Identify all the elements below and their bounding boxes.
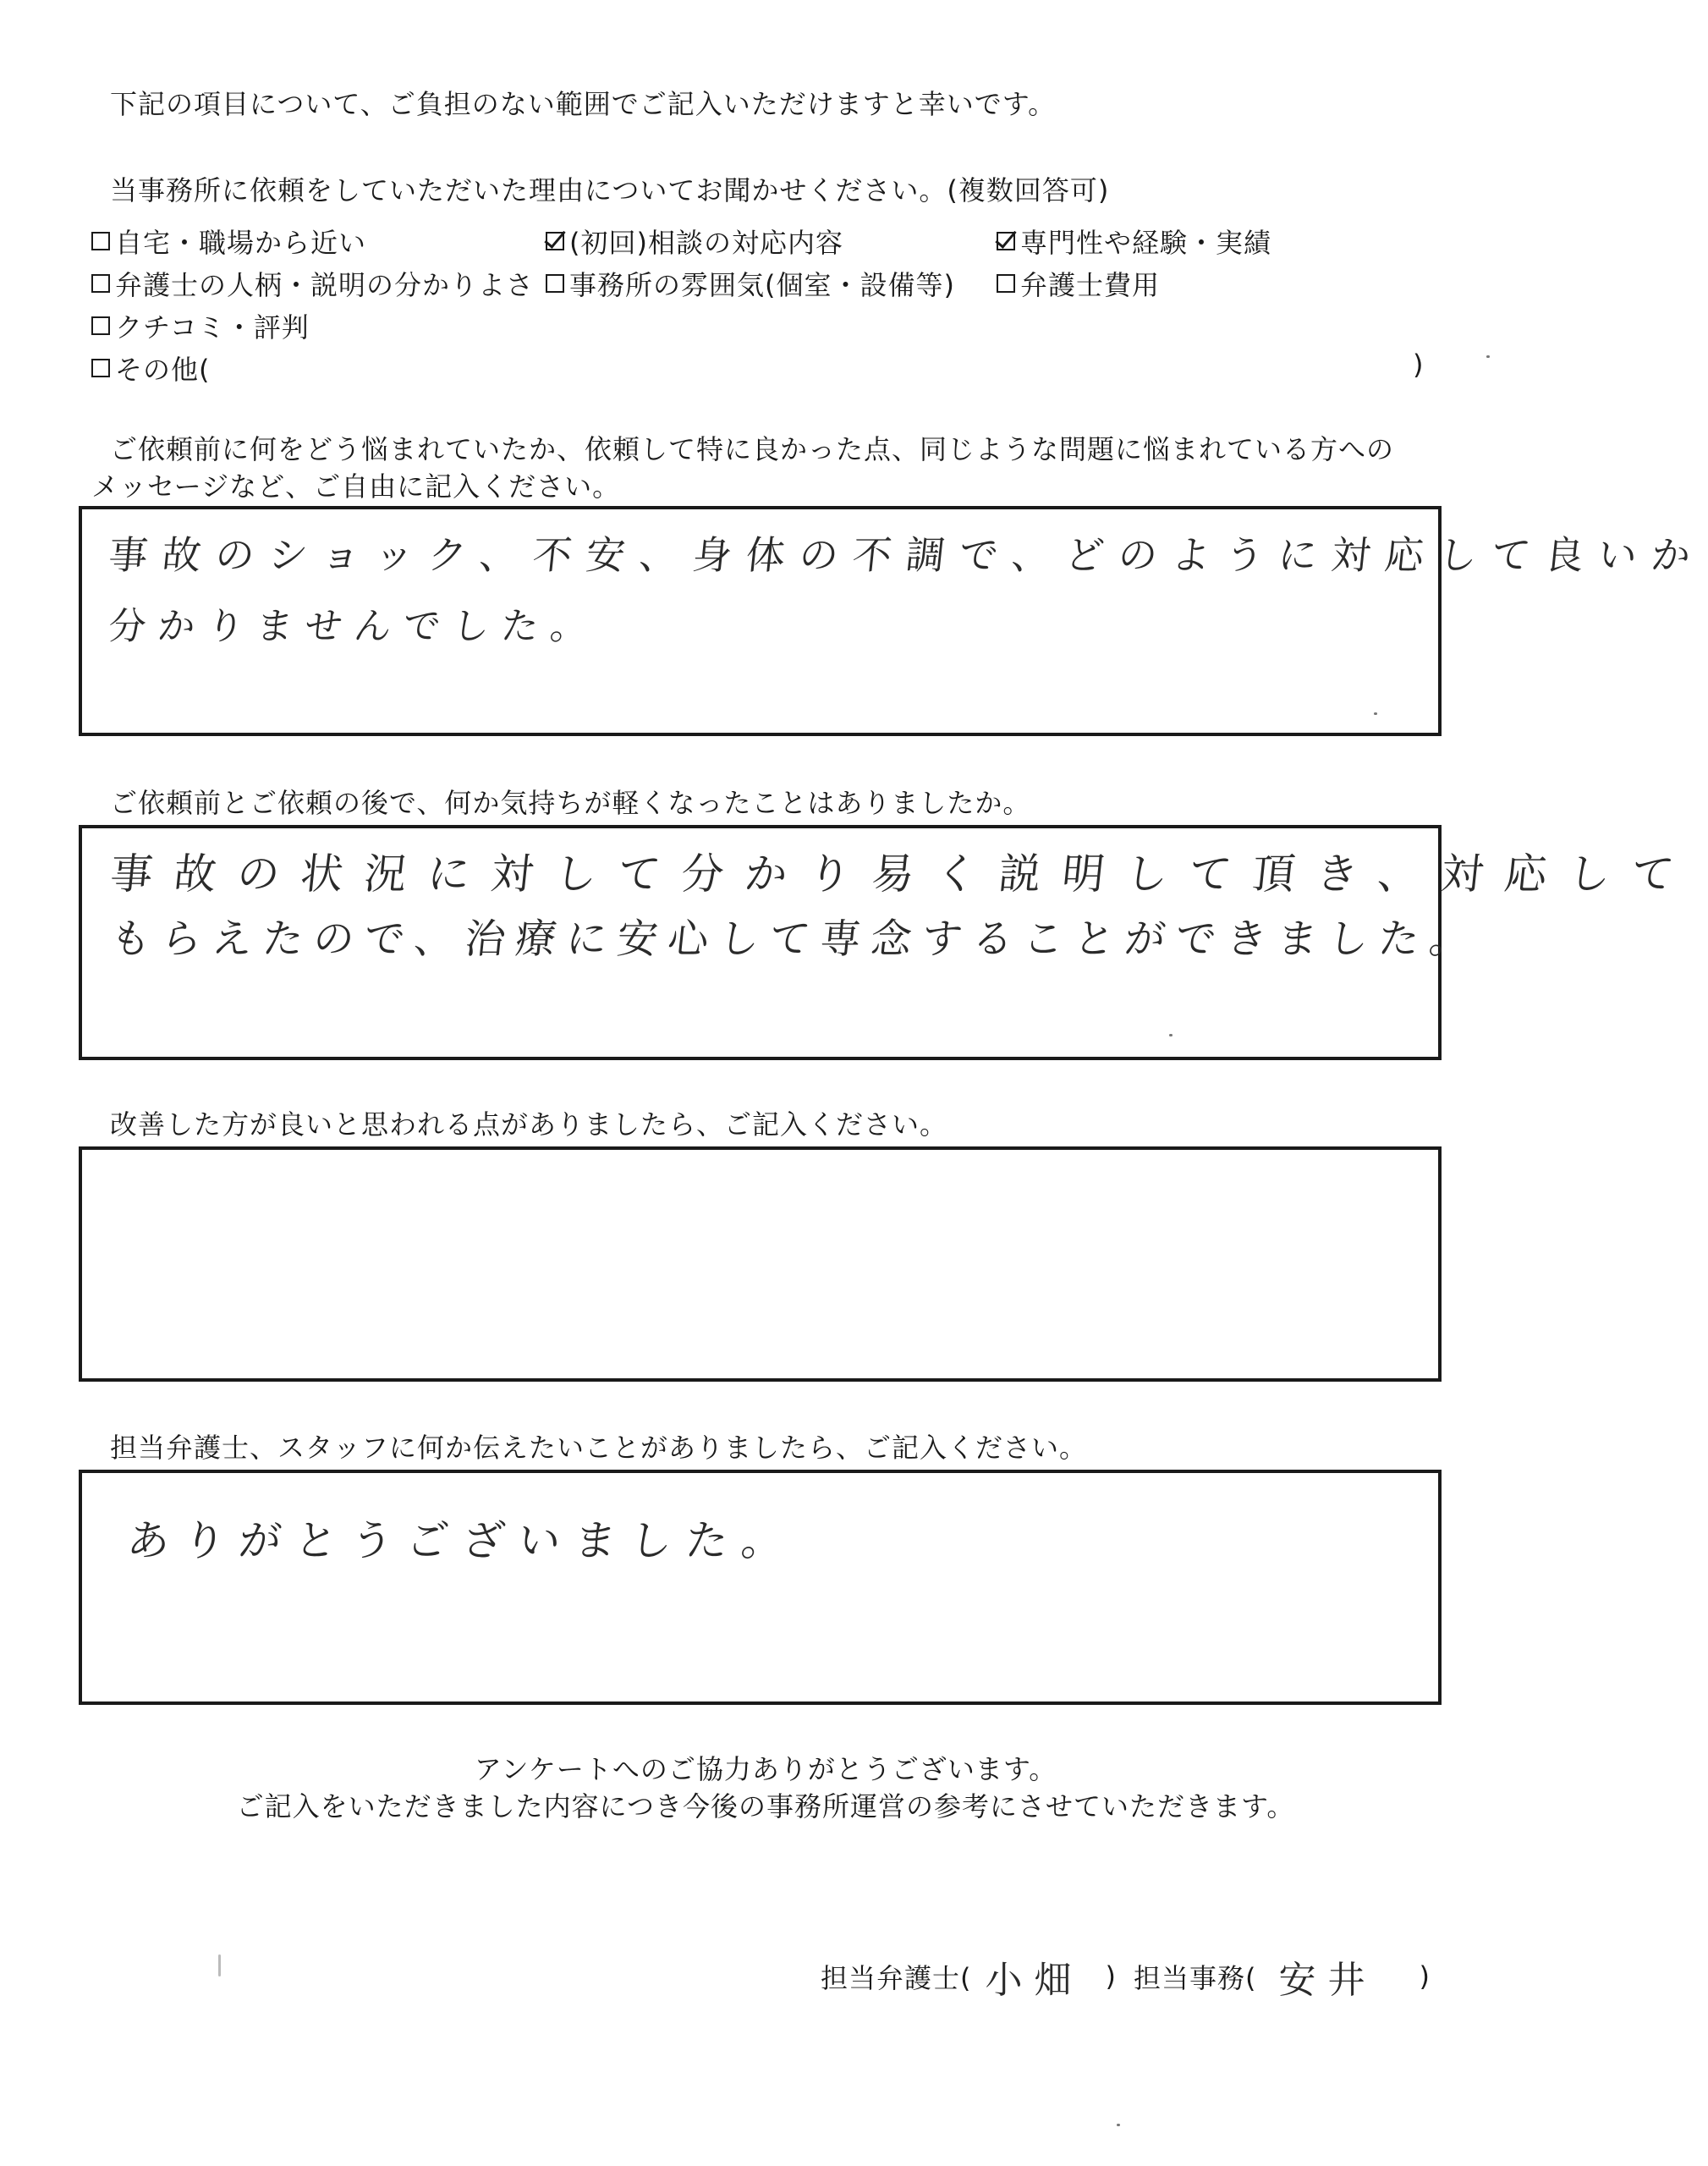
option-label: 事務所の雰囲気(個室・設備等) <box>569 269 955 301</box>
intro-text: 下記の項目について、ご負担のない範囲でご記入いただけますと幸いです。 <box>110 88 1057 120</box>
option-initial-consultation[interactable] <box>546 222 843 261</box>
checkbox-icon <box>997 274 1015 293</box>
option-label: クチコミ・評判 <box>115 311 310 344</box>
checkbox-checked-icon <box>546 232 564 250</box>
staff-close-paren: ) <box>1419 1960 1431 1993</box>
checkbox-checked-icon <box>997 232 1015 250</box>
q2-question: ご依頼前とご依頼の後で、何か気持ちが軽くなったことはありましたか。 <box>110 787 1031 819</box>
q3-answer-box[interactable] <box>79 1146 1442 1382</box>
closing-line1: アンケートへのご協力ありがとうございます。 <box>474 1753 1057 1785</box>
q1-question-line2: メッセージなど、ご自由に記入ください。 <box>91 470 621 503</box>
closing-line2: ご記入をいただきました内容につき今後の事務所運営の参考にさせていただきます。 <box>236 1790 1295 1822</box>
scan-speck <box>218 1954 221 1976</box>
scan-speck <box>1169 1034 1173 1036</box>
checkbox-icon <box>91 316 110 335</box>
footer-signature <box>821 1949 1431 2004</box>
lawyer-label: 担当弁護士( <box>821 1962 972 1994</box>
option-label: (初回)相談の対応内容 <box>569 227 843 259</box>
reasons-question: 当事務所に依頼をしていただいた理由についてお聞かせください。(複数回答可) <box>110 174 1110 206</box>
checkbox-icon <box>91 232 110 250</box>
checkbox-icon <box>91 274 110 293</box>
option-expertise[interactable] <box>997 222 1271 261</box>
option-label: その他( <box>115 354 211 386</box>
q1-answer-line1: 事故のショック、不安、身体の不調で、どのように対応して良いか <box>106 532 1707 578</box>
q4-question: 担当弁護士、スタッフに何か伝えたいことがありましたら、ご記入ください。 <box>110 1432 1088 1464</box>
q2-answer-box[interactable] <box>79 825 1698 1060</box>
option-reviews[interactable] <box>91 306 310 345</box>
option-label: 弁護士の人柄・説明の分かりよさ <box>115 269 535 301</box>
q3-question: 改善した方が良いと思われる点がありましたら、ご記入ください。 <box>110 1108 948 1141</box>
option-office-atmosphere[interactable] <box>546 264 955 303</box>
staff-label: 担当事務( <box>1133 1962 1257 1994</box>
checkbox-icon <box>546 274 564 293</box>
option-label: 弁護士費用 <box>1020 269 1161 301</box>
other-close-paren: ) <box>1413 349 1425 381</box>
q2-answer-line1: 事故の状況に対して分かり易く説明して頂き、対応して <box>107 849 1698 899</box>
scan-speck <box>1486 355 1490 358</box>
scan-speck <box>1117 2124 1120 2126</box>
q4-answer-line1: ありがとうございました。 <box>124 1516 800 1565</box>
option-lawyer-personality[interactable] <box>91 264 534 303</box>
option-lawyer-fees[interactable] <box>997 264 1160 303</box>
q4-answer-box[interactable] <box>79 1470 1442 1705</box>
q2-answer-line2: もらえたので、治療に安心して専念することができました。 <box>107 915 1483 963</box>
option-label: 自宅・職場から近い <box>115 227 367 259</box>
scan-speck <box>1374 712 1377 715</box>
q1-question-line1: ご依頼前に何をどう悩まれていたか、依頼して特に良かった点、同じような問題に悩まれている方への <box>110 433 1395 465</box>
option-other[interactable] <box>91 349 211 388</box>
lawyer-close-paren: ) <box>1105 1960 1117 1993</box>
option-label: 専門性や経験・実績 <box>1020 227 1272 259</box>
option-close-to-home[interactable] <box>91 222 366 261</box>
q1-answer-box[interactable] <box>79 506 1707 736</box>
q1-answer-line2: 分かりませんでした。 <box>106 605 602 648</box>
staff-name: 安井 <box>1278 1959 1377 2002</box>
lawyer-name: 小畑 <box>985 1959 1084 2002</box>
checkbox-icon <box>91 359 110 377</box>
